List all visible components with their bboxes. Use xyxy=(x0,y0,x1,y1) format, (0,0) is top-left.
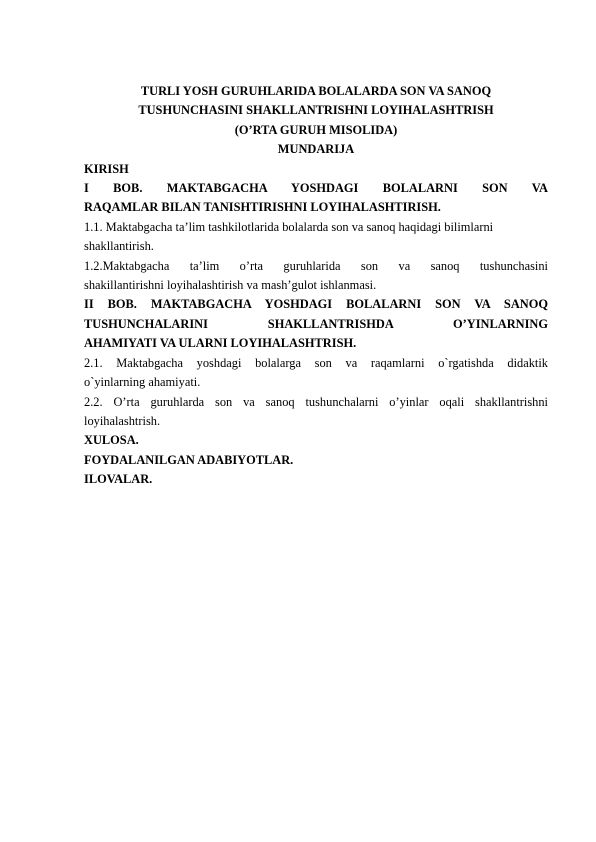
toc-chapter-2-line-2: TUSHUNCHALARINI SHAKLLANTRISHDA O’YINLARNING xyxy=(84,316,548,331)
title-line-1: TURLI YOSH GURUHLARIDA BOLALARDA SON VA SANOQ xyxy=(140,84,492,98)
toc-section-1-2-line-2: shakillantirishni loyihalashtirish va mash’gulot ishlanmasi. xyxy=(84,278,377,293)
toc-chapter-1-line-2: RAQAMLAR BILAN TANISHTIRISHNI LOYIHALASHTIRISH. xyxy=(84,200,441,215)
toc-section-2-2-line-2: loyihalashtrish. xyxy=(84,413,161,428)
toc-section-2-1-line-2: o`yinlarning ahamiyati. xyxy=(84,375,201,390)
toc-section-1-1-line-2: shakllantirish. xyxy=(84,239,154,254)
toc-section-1-1-line-1: 1.1. Maktabgacha ta’lim tashkilotlarida bolalarda son va sanoq haqidagi bilimlarni xyxy=(84,219,494,234)
toc-appendix: ILOVALAR. xyxy=(84,472,153,487)
toc-chapter-2-line-3: AHAMIYATI VA ULARNI LOYIHALASHTRISH. xyxy=(84,336,357,351)
title-line-2: TUSHUNCHASINI SHAKLLANTRISHNI LOYIHALASHTRISH xyxy=(138,103,494,118)
toc-section-2-1-line-1: 2.1. Maktabgacha yoshdagi bolalarga son va raqamlarni o`rgatishda didaktik xyxy=(84,355,548,370)
title-line-3: (O’RTA GURUH MISOLIDA) xyxy=(234,122,398,137)
contents-heading: MUNDARIJA xyxy=(277,142,355,157)
toc-chapter-2-line-1: II BOB. MAKTABGACHA YOSHDAGI BOLALARNI SON VA SANOQ xyxy=(84,297,548,312)
toc-intro: KIRISH xyxy=(84,161,129,176)
toc-conclusion: XULOSA. xyxy=(84,433,139,448)
toc-section-2-2-line-1: 2.2. O’rta guruhlarda son va sanoq tushunchalarni o’yinlar oqali shakllantrishni xyxy=(84,394,548,409)
toc-chapter-1-line-1: I BOB. MAKTABGACHA YOSHDAGI BOLALARNI SON VA xyxy=(84,181,548,196)
toc-references: FOYDALANILGAN ADABIYOTLAR. xyxy=(84,452,294,467)
document-body xyxy=(84,82,548,490)
toc-section-1-2-line-1: 1.2.Maktabgacha ta’lim o’rta guruhlarida son va sanoq tushunchasini xyxy=(84,258,548,273)
